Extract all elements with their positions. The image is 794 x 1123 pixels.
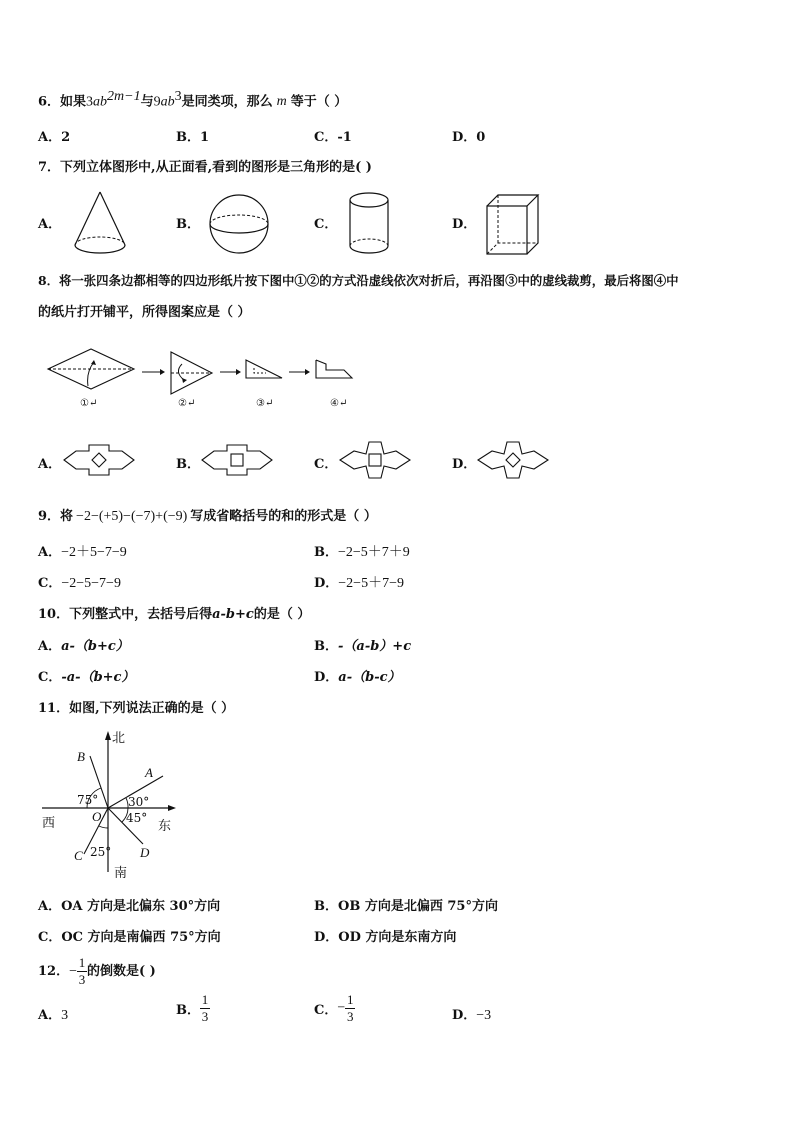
option-text: -a-（b+c） — [61, 670, 135, 685]
q12-neg: − — [69, 964, 77, 979]
q8-pattern-b-icon — [200, 442, 274, 478]
step-2-label: ②↵ — [178, 398, 196, 409]
option-text: −2−5＋7−9 — [338, 576, 404, 591]
option-fraction — [345, 993, 355, 1024]
option-label: D． — [452, 217, 477, 232]
option-label: A． — [38, 545, 62, 560]
sphere-icon — [208, 193, 270, 255]
option-label: B． — [314, 545, 338, 560]
q12-prefix: 12． — [38, 964, 70, 979]
question-7: 7．下列立体图形中,从正面看,看到的图形是三角形的是( ) — [38, 160, 372, 175]
q6-mid: 是同类项，那么 — [181, 94, 273, 110]
point-a-label: A — [145, 765, 153, 780]
option-text: 1 — [200, 130, 210, 145]
q6-option-b[interactable] — [176, 126, 209, 145]
option-text: −3 — [476, 1008, 492, 1023]
angle-30-label: 30° — [128, 795, 150, 809]
q9-option-c[interactable] — [38, 572, 121, 592]
point-b-label: B — [77, 749, 85, 764]
q8-option-b[interactable] — [176, 453, 200, 472]
point-c-label: C — [74, 848, 83, 863]
option-label: C． — [314, 130, 338, 145]
option-label: A． — [38, 639, 62, 654]
q8-pattern-a-icon — [62, 442, 136, 478]
q8-option-c[interactable] — [314, 453, 337, 472]
q8-option-d[interactable] — [452, 453, 476, 472]
option-label: B． — [314, 899, 338, 914]
denominator: 3 — [78, 972, 86, 987]
option-text: 2 — [61, 130, 71, 145]
q10-option-c[interactable] — [38, 666, 134, 685]
q9-expression: −2−(+5)−(−7)+(−9) — [76, 509, 188, 524]
option-label: C． — [38, 930, 62, 945]
q12-option-d[interactable] — [452, 1004, 491, 1024]
question-8-line-2: 的纸片打开铺平，所得图案应是（ ） — [38, 305, 251, 320]
option-neg: − — [337, 1000, 346, 1016]
option-text: −2＋5−7−9 — [61, 545, 127, 560]
q10-option-a[interactable] — [38, 635, 129, 654]
option-label: D． — [314, 576, 339, 591]
q12-suffix: 的倒数是( ) — [87, 964, 156, 979]
east-label: 东 — [158, 819, 172, 834]
q10-option-d[interactable] — [314, 666, 401, 685]
q10-prefix: 10．下列整式中，去括号后得 — [38, 607, 213, 622]
option-text: OC 方向是南偏西 75°方向 — [61, 930, 221, 945]
q12-option-a[interactable] — [38, 1004, 68, 1024]
option-label: D． — [314, 670, 339, 685]
q6-option-c[interactable] — [314, 126, 352, 145]
option-text: OD 方向是东南方向 — [338, 930, 457, 945]
q11-option-b[interactable] — [314, 895, 498, 914]
north-label: 北 — [112, 731, 126, 746]
option-label: C． — [314, 217, 338, 232]
question-8-line-1: 8．将一张四条边都相等的四边形纸片按下图中①②的方式沿虚线依次对折后，再沿图③中的虚线裁剪，最后将图④中 — [38, 273, 679, 288]
q6-term1-coef: 3 — [86, 94, 94, 110]
denominator: 3 — [347, 1009, 354, 1024]
angle-25-label: 25° — [90, 845, 112, 859]
step-3-label: ③↵ — [256, 398, 274, 409]
option-label: C． — [38, 576, 62, 591]
denominator: 3 — [201, 1009, 209, 1024]
q12-fraction — [77, 956, 87, 987]
q7-option-c[interactable] — [314, 213, 337, 232]
numerator: 1 — [347, 992, 354, 1007]
option-label: B． — [176, 130, 200, 145]
option-label: B． — [176, 1003, 200, 1018]
option-text: -（a-b）+c — [338, 639, 412, 654]
cone-icon — [72, 190, 128, 256]
q7-option-d[interactable] — [452, 213, 476, 232]
q8-pattern-d-icon — [476, 440, 550, 480]
question-10 — [38, 603, 310, 622]
question-6 — [38, 89, 347, 110]
q11-option-a[interactable] — [38, 895, 220, 914]
q6-term2-exp: 3 — [174, 89, 182, 104]
numerator: 1 — [78, 955, 86, 970]
option-label: A． — [38, 130, 62, 145]
q11-option-c[interactable] — [38, 926, 221, 945]
option-label: D． — [452, 130, 477, 145]
question-12 — [38, 956, 156, 987]
south-label: 南 — [114, 866, 128, 881]
q9-option-d[interactable] — [314, 572, 404, 592]
cuboid-icon — [484, 192, 540, 258]
option-label: A． — [38, 1008, 62, 1023]
step-4-label: ④↵ — [330, 398, 348, 409]
q8-pattern-c-icon — [338, 440, 412, 480]
question-11: 11．如图,下列说法正确的是（ ） — [38, 701, 235, 716]
q9-option-a[interactable] — [38, 541, 127, 561]
point-o-label: O — [92, 809, 102, 824]
q6-option-a[interactable] — [38, 126, 70, 145]
option-label: B． — [314, 639, 338, 654]
option-text: 3 — [61, 1008, 69, 1023]
option-label: A． — [38, 457, 62, 472]
numerator: 1 — [201, 992, 209, 1007]
q6-term2-coef: 9 — [153, 94, 161, 110]
q12-option-b[interactable] — [176, 993, 210, 1024]
q6-term1-exp: 2m−1 — [107, 89, 141, 104]
option-label: B． — [176, 457, 200, 472]
q6-term1-ab: ab — [93, 94, 108, 110]
option-text: −2−5−7−9 — [61, 576, 121, 591]
option-text: −2−5＋7＋9 — [338, 545, 410, 560]
angle-45-label: 45° — [126, 811, 148, 825]
q6-term2-ab: ab — [160, 94, 175, 110]
q6-var: m — [276, 94, 287, 110]
option-label: C． — [314, 457, 338, 472]
option-label: B． — [176, 217, 200, 232]
q12-option-c[interactable] — [314, 993, 355, 1024]
option-label: A． — [38, 217, 62, 232]
west-label: 西 — [42, 816, 56, 831]
q10-option-b[interactable] — [314, 635, 411, 654]
q7-option-b[interactable] — [176, 213, 200, 232]
q6-suffix: 等于（ ） — [290, 94, 348, 110]
q10-expression: a-b+c — [212, 607, 254, 622]
option-text: a-（b+c） — [61, 639, 129, 654]
option-label: D． — [314, 930, 339, 945]
option-text: a-（b-c） — [338, 670, 401, 685]
option-text: OA 方向是北偏东 30°方向 — [61, 899, 221, 914]
option-text: -1 — [337, 130, 352, 145]
option-label: C． — [314, 1003, 338, 1018]
q6-and: 与 — [140, 94, 154, 110]
option-label: D． — [452, 457, 477, 472]
q7-option-a[interactable] — [38, 213, 61, 232]
option-text: 0 — [476, 130, 486, 145]
option-fraction — [200, 993, 210, 1024]
cylinder-icon — [346, 190, 392, 258]
q6-prefix: 6．如果 — [38, 94, 87, 110]
q9-option-b[interactable] — [314, 541, 410, 561]
option-label: A． — [38, 899, 62, 914]
option-text: OB 方向是北偏西 75°方向 — [338, 899, 498, 914]
option-label: C． — [38, 670, 62, 685]
q11-option-d[interactable] — [314, 926, 456, 945]
q8-option-a[interactable] — [38, 453, 61, 472]
question-9 — [38, 505, 377, 525]
step-1-label: ①↵ — [80, 398, 98, 409]
compass-figure — [38, 726, 188, 878]
q6-option-d[interactable] — [452, 126, 485, 145]
angle-75-label: 75° — [77, 793, 99, 807]
q10-suffix: 的是（ ） — [253, 607, 311, 622]
q9-prefix: 9．将 — [38, 509, 74, 524]
option-label: D． — [452, 1008, 477, 1023]
q9-suffix: 写成省略括号的和的形式是（ ） — [190, 509, 377, 524]
point-d-label: D — [140, 845, 150, 860]
